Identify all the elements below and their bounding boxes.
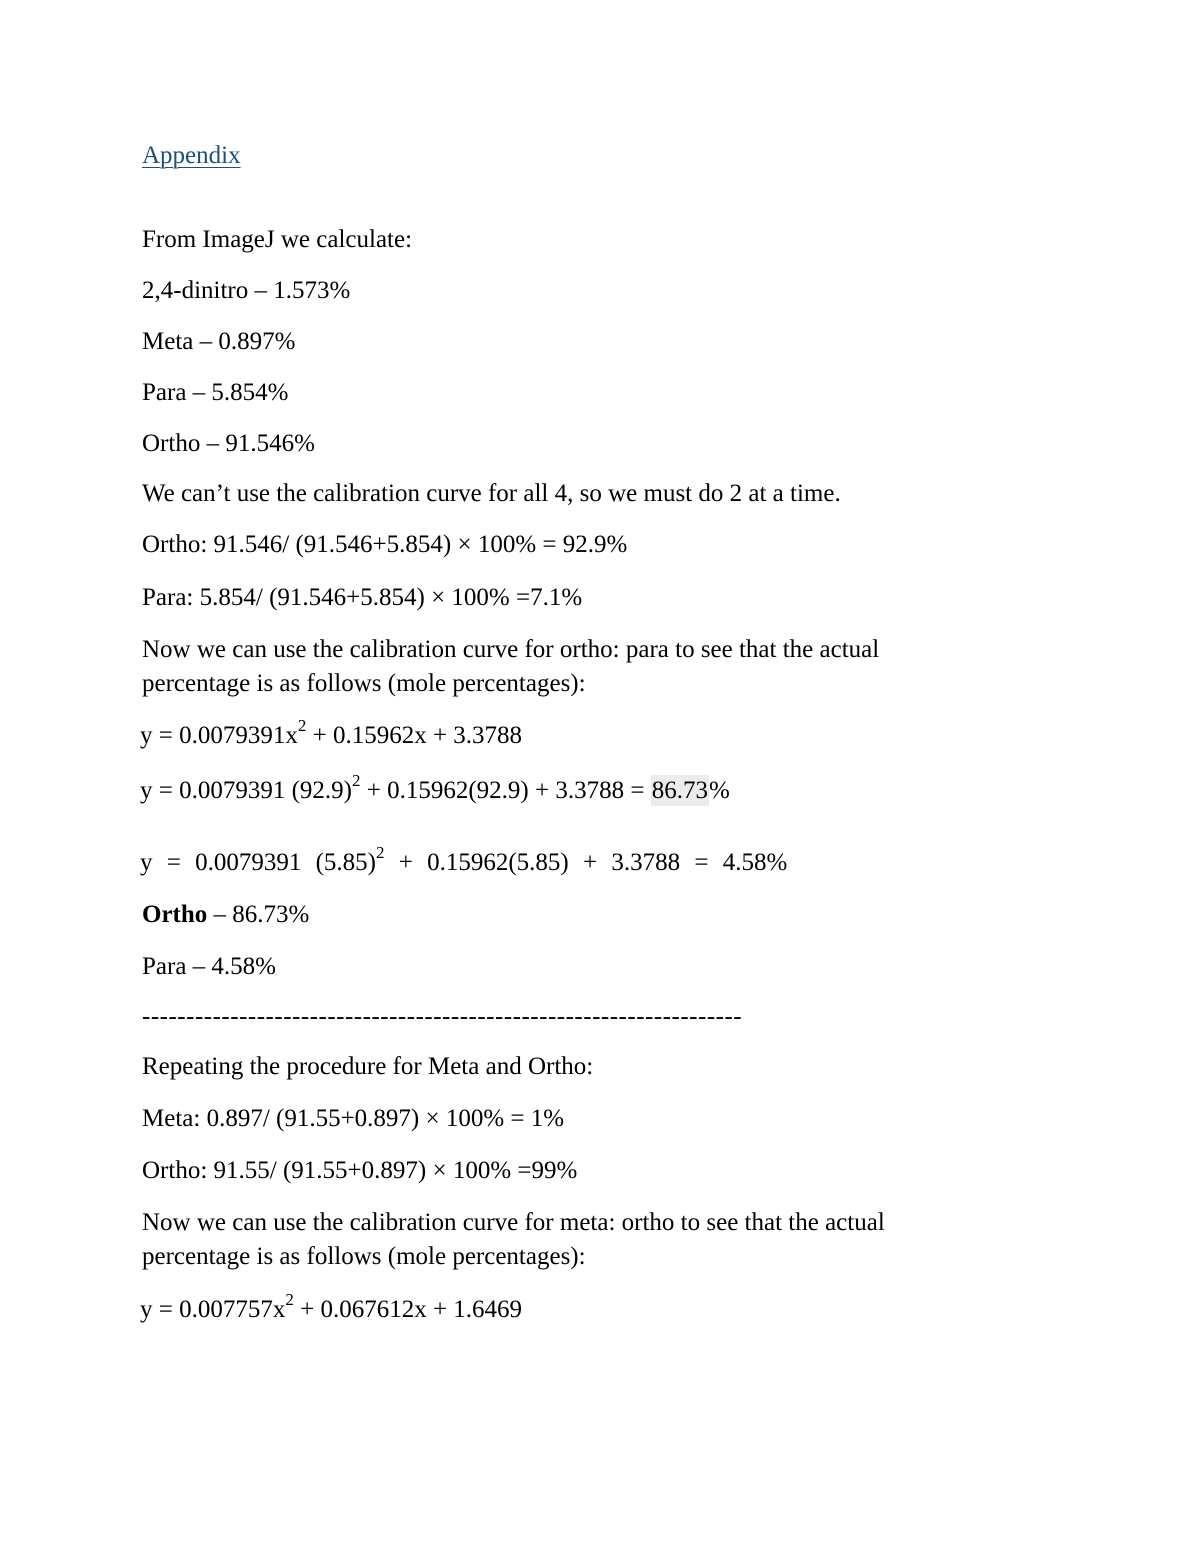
section2-intro: Repeating the procedure for Meta and Ortho: — [142, 1053, 594, 1080]
equation-part: + 0.15962(92.9) + 3.3788 = — [360, 777, 651, 804]
ortho-result-value: – 86.73% — [207, 901, 310, 928]
equation-part: y = 0.0079391x — [140, 722, 298, 749]
equation-part: y = 0.0079391 (5.85) — [140, 849, 376, 876]
calibration-equation-meta-ortho — [140, 1289, 523, 1323]
equation-part: y = 0.0079391 (92.9) — [140, 777, 352, 804]
para-result: Para – 4.58% — [142, 953, 276, 980]
equation-part: + 0.067612x + 1.6469 — [293, 1296, 523, 1323]
ortho-equation-evaluation — [140, 770, 730, 804]
curve-intro-line-1: Now we can use the calibration curve for ortho: para to see that the actual — [142, 636, 880, 663]
exponent: 2 — [376, 842, 385, 862]
para-equation-evaluation — [140, 842, 788, 876]
calibration-equation-ortho-para — [140, 715, 523, 749]
equation-part: + 0.15962(5.85) + 3.3788 = 4.58% — [384, 849, 788, 876]
calibration-note: We can’t use the calibration curve for all 4, so we must do 2 at a time. — [142, 480, 841, 507]
meta-value: Meta – 0.897% — [142, 328, 296, 355]
curve-intro-2-line-2: percentage is as follows (mole percentages): — [142, 1243, 586, 1270]
curve-intro-line-2: percentage is as follows (mole percentages): — [142, 670, 586, 697]
curve-intro-2-line-1: Now we can use the calibration curve for meta: ortho to see that the actual — [142, 1209, 885, 1236]
ortho-normalized-calc-2: Ortho: 91.55/ (91.55+0.897) × 100% =99% — [142, 1157, 578, 1184]
percent-sign: % — [708, 777, 730, 804]
appendix-heading: Appendix — [142, 142, 241, 169]
ortho-result — [142, 902, 309, 927]
highlighted-result: 86.73 — [651, 777, 708, 804]
section-divider: -------------------------------------------------------------------- — [142, 1003, 743, 1030]
exponent: 2 — [285, 1289, 294, 1309]
ortho-normalized-calc: Ortho: 91.546/ (91.546+5.854) × 100% = 92.9% — [142, 531, 628, 558]
ortho-result-label: Ortho — [142, 901, 208, 928]
equation-part: y = 0.007757x — [140, 1296, 286, 1323]
exponent: 2 — [297, 715, 307, 735]
dinitro-value: 2,4-dinitro – 1.573% — [142, 277, 351, 304]
intro-text: From ImageJ we calculate: — [142, 226, 413, 253]
meta-normalized-calc: Meta: 0.897/ (91.55+0.897) × 100% = 1% — [142, 1105, 565, 1132]
exponent: 2 — [352, 770, 361, 790]
para-normalized-calc: Para: 5.854/ (91.546+5.854) × 100% =7.1% — [142, 584, 583, 611]
ortho-value: Ortho – 91.546% — [142, 430, 315, 457]
para-value: Para – 5.854% — [142, 379, 289, 406]
equation-part: + 0.15962x + 3.3788 — [306, 722, 523, 749]
